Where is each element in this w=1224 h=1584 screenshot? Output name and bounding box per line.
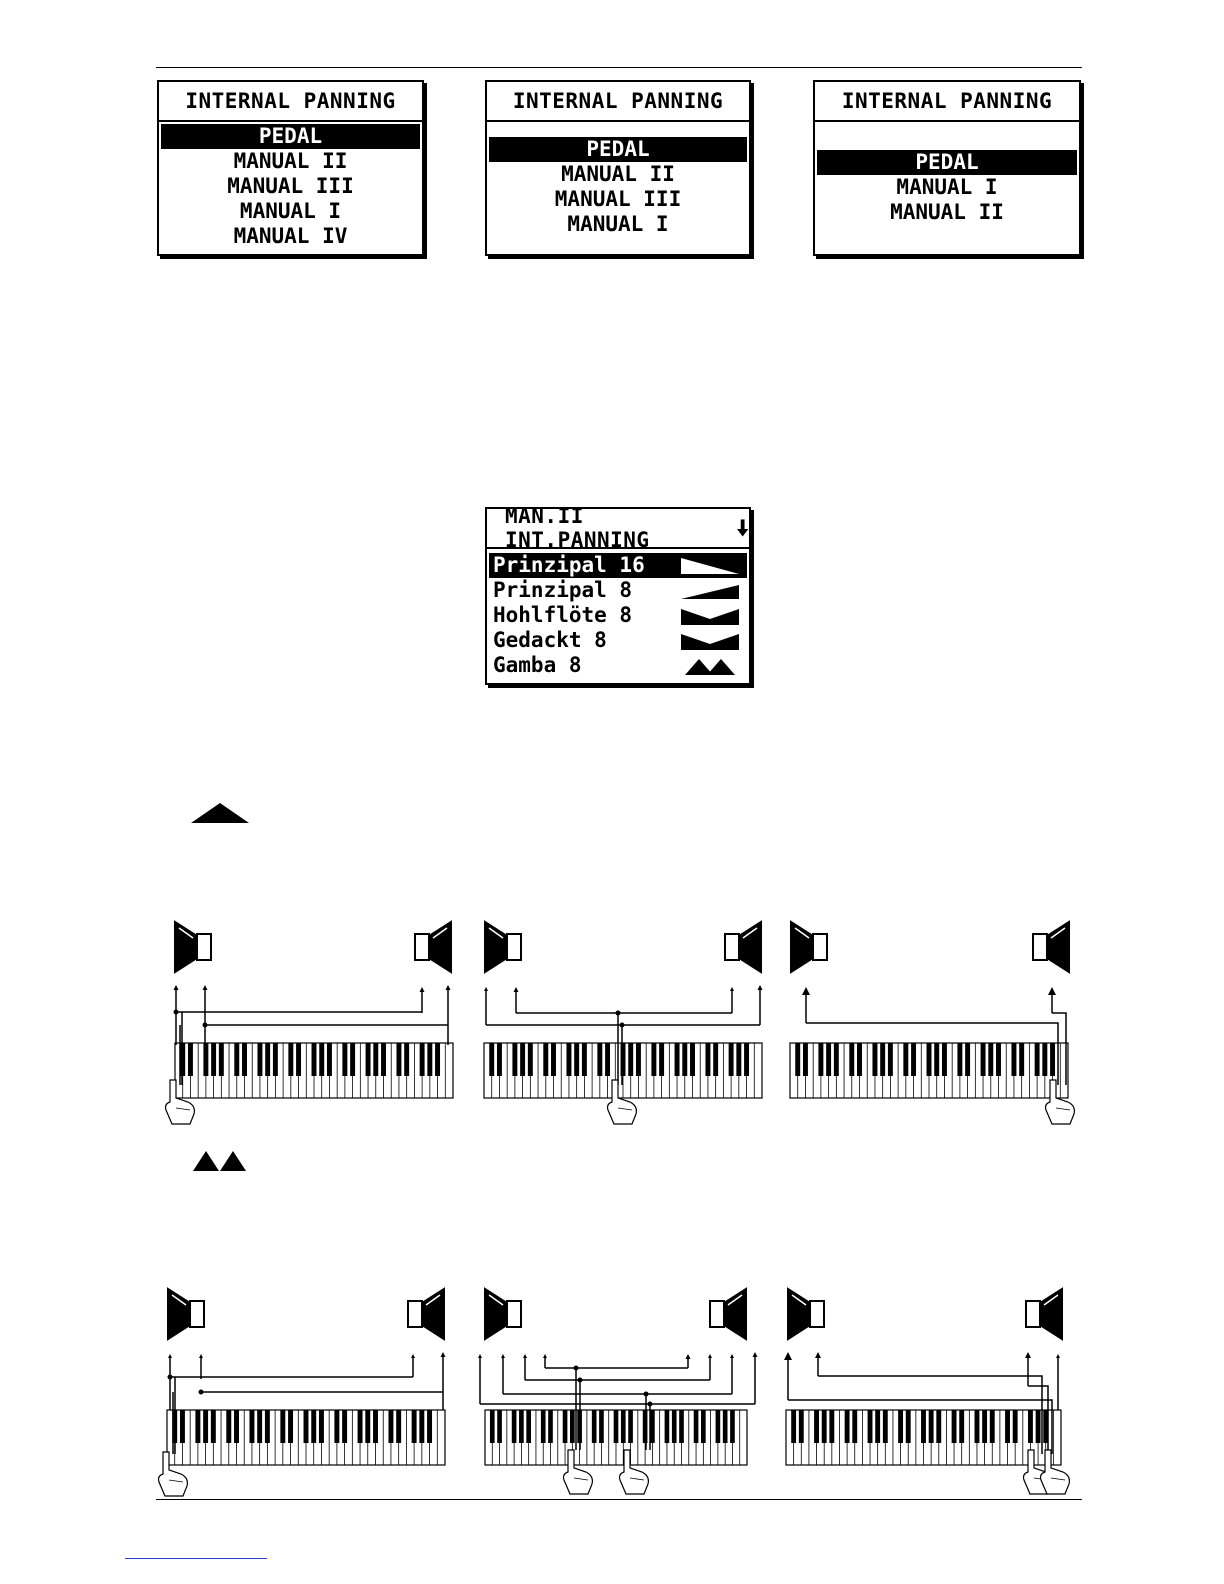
loudspeaker-icon bbox=[1033, 922, 1069, 972]
stops-panel-header bbox=[487, 504, 749, 552]
pan-valley-icon bbox=[679, 605, 741, 627]
header-rule bbox=[156, 67, 1082, 68]
menu-item-manual-ii[interactable]: MANUAL II bbox=[233, 149, 348, 173]
pan-double-peak-icon bbox=[192, 1150, 248, 1172]
menu-item-manual-iv[interactable]: MANUAL IV bbox=[233, 224, 348, 248]
loudspeaker-icon bbox=[168, 1289, 204, 1339]
stop-row-gamba-8[interactable] bbox=[489, 653, 747, 678]
panning-menu-2 bbox=[485, 80, 751, 256]
keyboard-icon bbox=[167, 1410, 445, 1465]
menu-item-manual-i[interactable]: MANUAL I bbox=[896, 175, 998, 199]
menu-item-pedal[interactable]: PEDAL bbox=[489, 137, 747, 162]
stop-row-prinzipal-16[interactable] bbox=[489, 553, 747, 578]
menu-item-manual-iii[interactable]: MANUAL III bbox=[554, 187, 682, 211]
keyboard-diagram-double-center bbox=[470, 1282, 770, 1497]
menu-item-pedal[interactable]: PEDAL bbox=[161, 124, 420, 149]
menu-item-manual-i[interactable]: MANUAL I bbox=[239, 199, 342, 223]
stop-row-hohlflote-8[interactable] bbox=[489, 603, 747, 628]
loudspeaker-icon bbox=[710, 1289, 746, 1339]
keyboard-icon bbox=[484, 1043, 762, 1098]
menu-item-pedal[interactable]: PEDAL bbox=[817, 150, 1077, 175]
stop-name: Gamba 8 bbox=[493, 653, 582, 677]
panning-menu-3 bbox=[813, 80, 1081, 256]
footer-rule bbox=[156, 1499, 1082, 1500]
loudspeaker-icon bbox=[1026, 1289, 1062, 1339]
loudspeaker-icon bbox=[175, 922, 211, 972]
stops-panning-panel bbox=[485, 504, 751, 685]
loudspeaker-icon bbox=[788, 1289, 824, 1339]
panning-menu-1 bbox=[157, 80, 424, 256]
footer-link-line bbox=[125, 1558, 267, 1559]
pan-single-peak-icon bbox=[190, 802, 250, 824]
keyboard-icon bbox=[790, 1043, 1068, 1098]
stop-name: Prinzipal 8 bbox=[493, 578, 633, 602]
panel-title: INTERNAL PANNING bbox=[815, 82, 1079, 122]
loudspeaker-icon bbox=[415, 922, 451, 972]
keyboard-diagram-single-center bbox=[470, 915, 770, 1130]
stop-name: Gedackt 8 bbox=[493, 628, 607, 652]
loudspeaker-icon bbox=[485, 1289, 521, 1339]
pan-double-peak-icon bbox=[679, 655, 741, 677]
menu-item-manual-ii[interactable]: MANUAL II bbox=[890, 200, 1004, 224]
keyboard-icon bbox=[786, 1410, 1061, 1465]
stop-row-prinzipal-8[interactable] bbox=[489, 578, 747, 603]
pan-ramp-up-icon bbox=[679, 580, 741, 602]
pan-ramp-down-icon bbox=[679, 555, 741, 577]
loudspeaker-icon bbox=[725, 922, 761, 972]
panel-title: INTERNAL PANNING bbox=[159, 82, 422, 122]
keyboard-diagram-double-right bbox=[776, 1282, 1081, 1497]
menu-item-manual-i[interactable]: MANUAL I bbox=[567, 212, 669, 236]
keyboard-icon bbox=[485, 1410, 747, 1465]
keyboard-diagram-double-left bbox=[155, 1282, 455, 1497]
pan-valley-icon bbox=[679, 630, 741, 652]
down-arrow-icon bbox=[736, 517, 749, 539]
menu-item-manual-ii[interactable]: MANUAL II bbox=[561, 162, 675, 186]
panel-title: INTERNAL PANNING bbox=[487, 82, 749, 122]
loudspeaker-icon bbox=[791, 922, 827, 972]
loudspeaker-icon bbox=[485, 922, 521, 972]
loudspeaker-icon bbox=[408, 1289, 444, 1339]
stops-panel-title: MAN.II INT.PANNING bbox=[505, 504, 650, 552]
keyboard-diagram-single-right bbox=[778, 915, 1083, 1130]
stop-row-gedackt-8[interactable] bbox=[489, 628, 747, 653]
menu-item-manual-iii[interactable]: MANUAL III bbox=[227, 174, 354, 198]
stop-name: Hohlflöte 8 bbox=[493, 603, 633, 627]
keyboard-diagram-single-left bbox=[160, 915, 460, 1130]
stop-name: Prinzipal 16 bbox=[493, 553, 645, 577]
keyboard-icon bbox=[175, 1043, 453, 1098]
